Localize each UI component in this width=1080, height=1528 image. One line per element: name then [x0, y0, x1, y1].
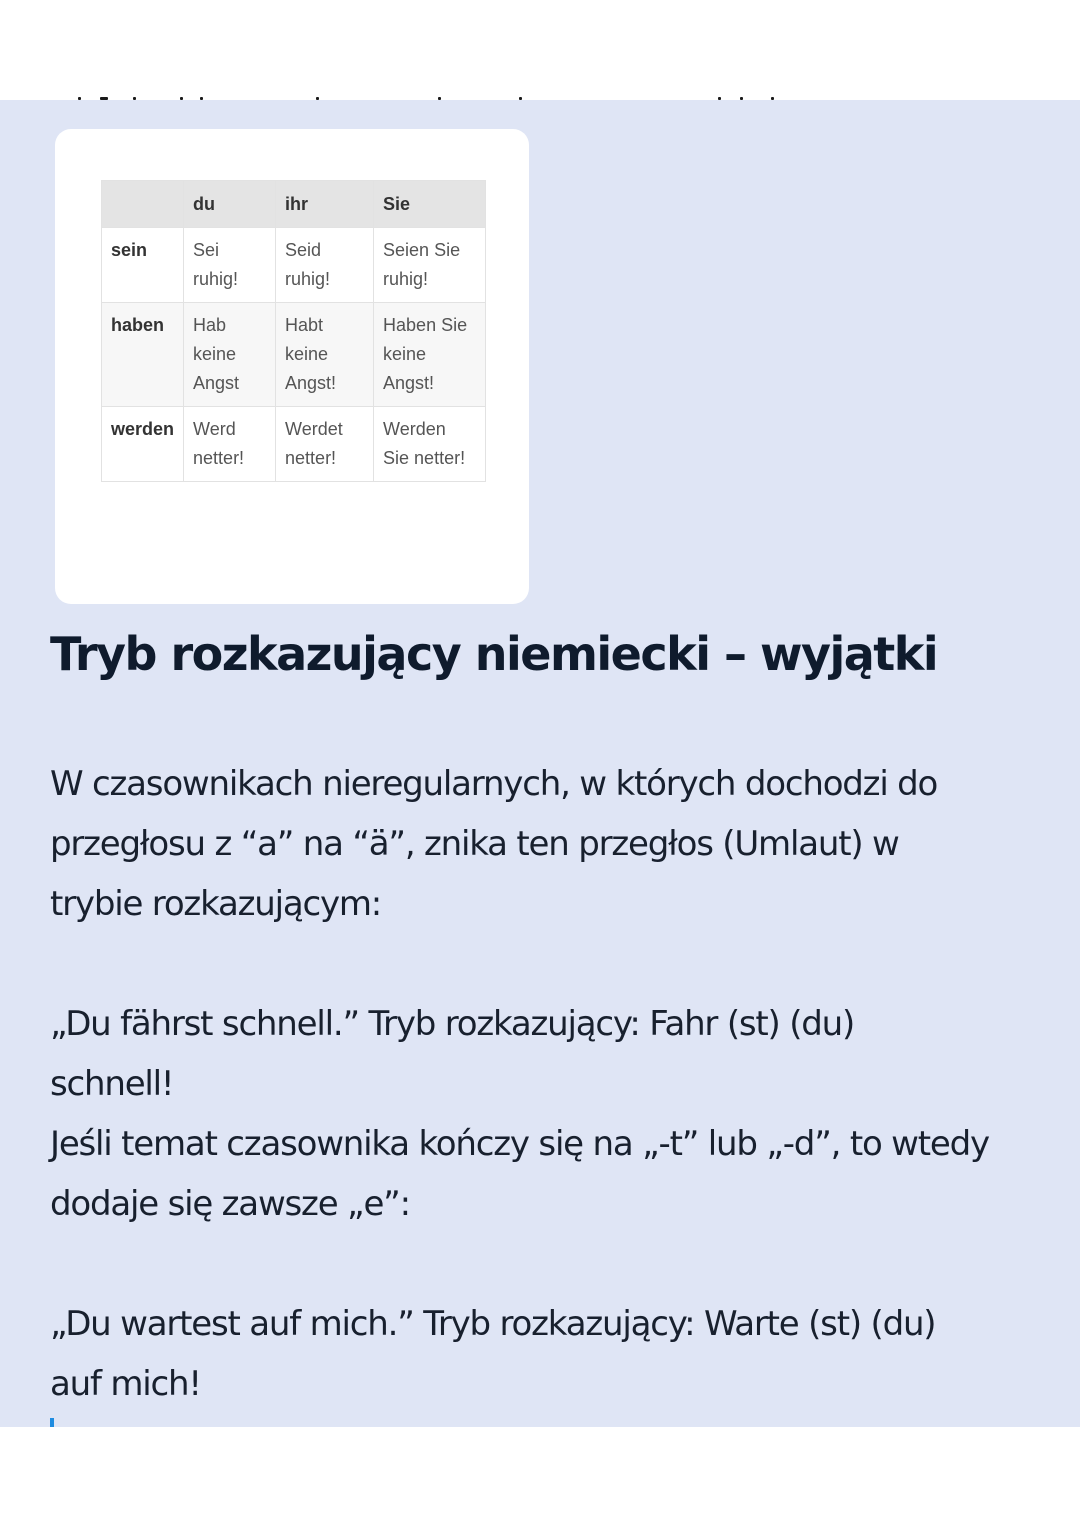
row-label: sein: [102, 228, 184, 303]
table-row-haben: [102, 303, 486, 407]
cell-du: Werd netter!: [184, 407, 276, 482]
cell-sie: Haben Sie keine Angst!: [374, 303, 486, 407]
paragraph-example-warten: [50, 1294, 1050, 1414]
text-line: Jeśli temat czasownika kończy się na „-t” lub „-d”, to wtedy: [50, 1124, 989, 1164]
conjugation-table-image: [55, 129, 529, 604]
paragraph-example-fahren: [50, 994, 1050, 1234]
header-cell-empty: [102, 181, 184, 228]
text-line: „Du fährst schnell.” Tryb rozkazujący: Fahr (st) (du): [50, 1004, 855, 1044]
text-line: W czasownikach nieregularnych, w których dochodzi do: [50, 764, 938, 804]
clipped-previous-text-line: [0, 97, 1080, 103]
cell-du: Sei ruhig!: [184, 228, 276, 303]
header-cell-ihr: ihr: [276, 181, 374, 228]
top-blank-area: [0, 0, 1080, 100]
cell-sie: Seien Sie ruhig!: [374, 228, 486, 303]
text-line: dodaje się zawsze „e”:: [50, 1184, 410, 1224]
cell-du: Hab keine Angst: [184, 303, 276, 407]
table-row-werden: [102, 407, 486, 482]
cell-ihr: Seid ruhig!: [276, 228, 374, 303]
row-label: haben: [102, 303, 184, 407]
imperative-conjugation-table: [101, 180, 486, 482]
header-cell-du: du: [184, 181, 276, 228]
cell-sie: Werden Sie netter!: [374, 407, 486, 482]
section-heading: Tryb rozkazujący niemiecki – wyjątki: [50, 627, 938, 681]
header-cell-sie: Sie: [374, 181, 486, 228]
table-header-row: [102, 181, 486, 228]
table-row-sein: [102, 228, 486, 303]
text-line: trybie rozkazującym:: [50, 884, 382, 924]
row-label: werden: [102, 407, 184, 482]
cell-ihr: Habt keine Angst!: [276, 303, 374, 407]
text-line: schnell!: [50, 1064, 174, 1104]
text-line: „Du wartest auf mich.” Tryb rozkazujący: Warte (st) (du): [50, 1304, 936, 1344]
paragraph-umlaut-rule: [50, 754, 1050, 934]
text-line: przegłosu z “a” na “ä”, znika ten przegłos (Umlaut) w: [50, 824, 899, 864]
cell-ihr: Werdet netter!: [276, 407, 374, 482]
bottom-blank-area: [0, 1427, 1080, 1528]
text-line: auf mich!: [50, 1364, 201, 1404]
